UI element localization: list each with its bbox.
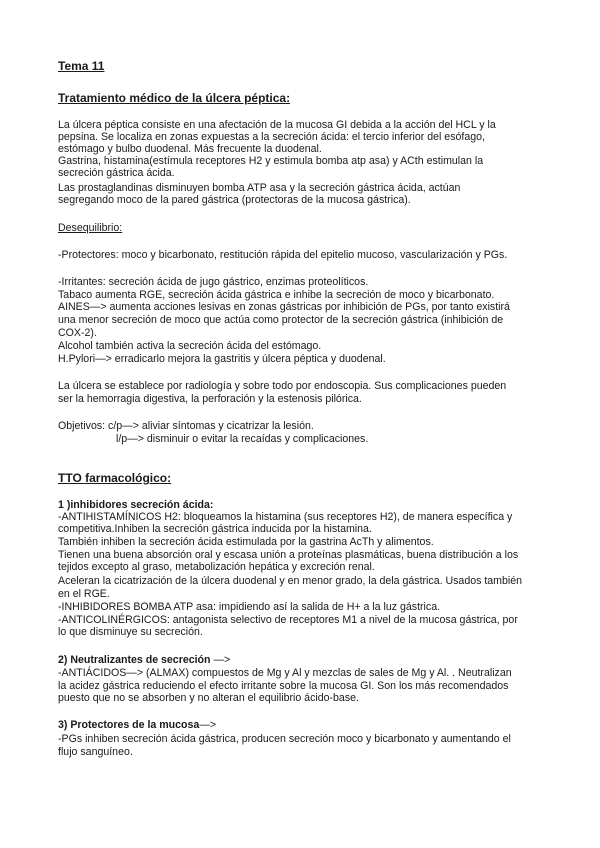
section-1-line: También inhiben la secreción ácida estimulada por la gastrina AcTh y alimentos. (58, 536, 434, 548)
intro-line: La úlcera péptica consiste en una afectación de la mucosa GI debida a la acción del HCL y la (58, 119, 496, 131)
section-3-title: 3) Protectores de la mucosa (58, 719, 200, 731)
section-1-line: -INHIBIDORES BOMBA ATP asa: impidiendo así la salida de H+ a la luz gástrica. (58, 601, 441, 613)
section-3-line: flujo sanguíneo. (58, 746, 133, 758)
section-1-title: 1 )inhibidores secreción ácida: (58, 499, 214, 511)
section-3-heading (58, 719, 216, 732)
section-1-line: tejidos excepto al graso, metabolización hepática y excreción renal. (58, 561, 375, 573)
irritantes-line: AINES—> aumenta acciones lesivas en zonas gástricas por inhibición de PGs, por tanto existirá (58, 301, 510, 313)
section-1-line: Aceleran la cicatrización de la úlcera duodenal y en menor grado, la dela gástrica. Usados también (58, 575, 523, 587)
diagnostico-line: La úlcera se establece por radiología y sobre todo por endoscopia. Sus complicaciones pueden (58, 380, 507, 392)
section-1-line: -ANTIHISTAMÍNICOS H2: bloqueamos la histamina (sus receptores H2), de manera específica y (58, 511, 513, 523)
section-1-line: -ANTICOLINÉRGICOS: antagonista selectivo de receptores M1 a nivel de la mucosa gástrica, por (58, 614, 518, 626)
objetivos-line: l/p—> disminuir o evitar la recaídas y complicaciones. (116, 433, 369, 445)
section-title: Tratamiento médico de la úlcera péptica: (58, 91, 291, 105)
irritantes-line: una menor secreción de moco que actúa como protector de la secreción gástrica (inhibición de (58, 314, 504, 326)
section-1-line: lo que disminuye su secreción. (58, 626, 203, 638)
intro-line: Las prostaglandinas disminuyen bomba ATP asa y la secreción gástrica ácida, actúan (58, 182, 461, 194)
section-2-heading (58, 654, 230, 667)
section-2-line: puesto que no se absorben y no alteran el equilibrio ácido-base. (58, 692, 359, 704)
page-title: Tema 11 (58, 59, 105, 73)
intro-line: secreción gástrica ácida. (58, 167, 175, 179)
section-2-title: 2) Neutralizantes de secreción (58, 654, 211, 666)
objetivos-line: Objetivos: c/p—> aliviar síntomas y cicatrizar la lesión. (58, 420, 314, 432)
intro-line: estómago y bulbo duodenal. Más frecuente la duodenal. (58, 143, 322, 155)
irritantes-line: COX-2). (58, 327, 97, 339)
irritantes-line: H.Pylori—> erradicarlo mejora la gastritis y úlcera péptica y duodenal. (58, 353, 386, 365)
intro-line: segregando moco de la pared gástrica (protectoras de la mucosa gástrica). (58, 194, 411, 206)
section-2-line: la acidez gástrica reduciendo el efecto irritante sobre la mucosa GI. Son los más recomendados (58, 680, 509, 692)
section-3-arrow: —> (199, 719, 217, 731)
intro-line: Gastrina, histamina(estímula receptores H2 y estimula bomba atp asa) y ACth estimulan la (58, 155, 484, 167)
tto-label: TTO farmacológico: (58, 471, 172, 485)
irritantes-line: Tabaco aumenta RGE, secreción ácida gástrica e inhibe la secreción de moco y bicarbonato. (58, 289, 495, 301)
section-2-line: -ANTIÁCIDOS—> (ALMAX) compuestos de Mg y Al y mezclas de sales de Mg y Al. . Neutralizan (58, 667, 512, 679)
protectores-line: -Protectores: moco y bicarbonato, restitución rápida del epitelio mucoso, vascularización y PGs. (58, 249, 508, 261)
section-1-line: Tienen una buena absorción oral y escasa unión a proteínas plasmáticas, buena distribución a los (58, 549, 519, 561)
section-2-arrow: —> (210, 654, 231, 666)
section-3-line: -PGs inhiben secreción ácida gástrica, producen secreción moco y bicarbonato y aumentando el (58, 733, 511, 745)
section-1-line: competitiva.Inhiben la secreción gástrica inducida por la histamina. (58, 523, 372, 535)
diagnostico-line: ser la hemorragia digestiva, la perforación y la estenosis pilórica. (58, 393, 362, 405)
irritantes-line: Alcohol también activa la secreción ácida del estómago. (58, 340, 322, 352)
intro-line: pepsina. Se localiza en zonas expuestas a la secreción ácida: el tercio inferior del esófago, (58, 131, 485, 143)
section-1-line: en el RGE. (58, 588, 110, 600)
irritantes-line: -Irritantes: secreción ácida de jugo gástrico, enzimas proteolíticos. (58, 276, 369, 288)
desequilibrio-label: Desequilibrio: (58, 222, 123, 234)
